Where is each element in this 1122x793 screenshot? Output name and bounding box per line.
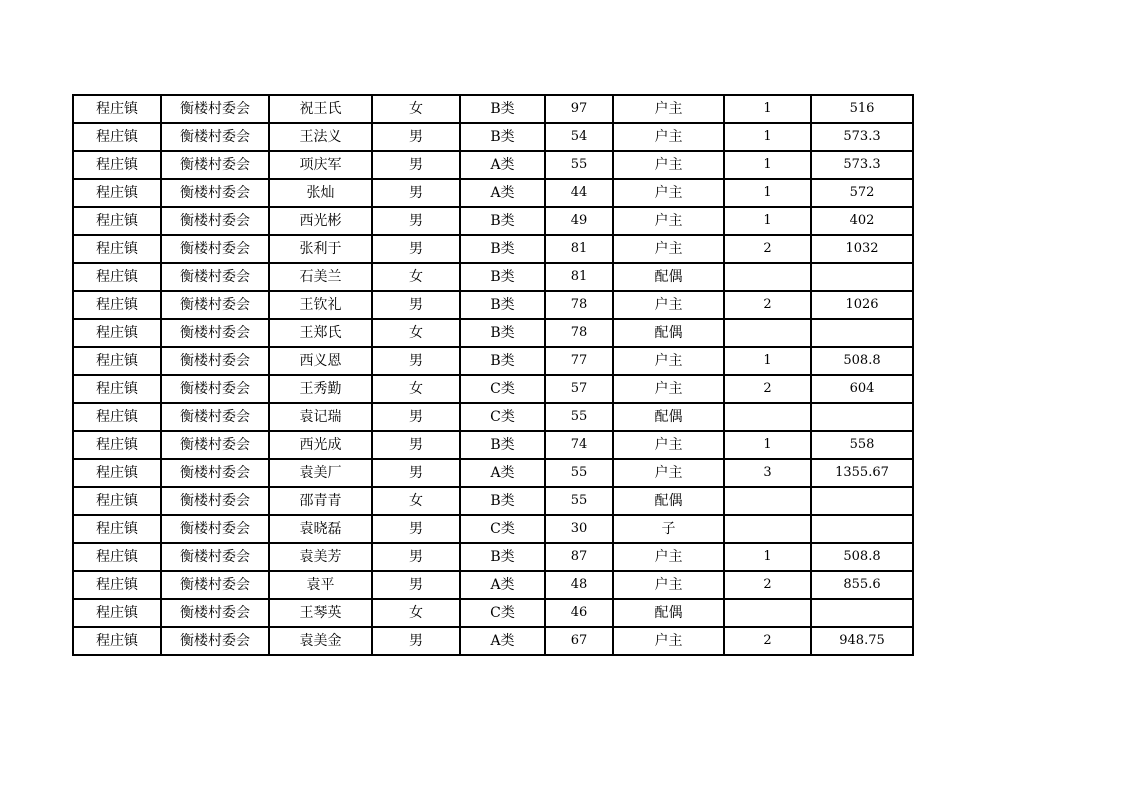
- name-cell: 项庆军: [269, 151, 372, 179]
- household-size-cell: 1: [724, 179, 811, 207]
- age-cell: 67: [545, 627, 613, 655]
- amount-cell: 573.3: [811, 151, 913, 179]
- name-cell: 袁平: [269, 571, 372, 599]
- town-cell: 程庄镇: [73, 347, 161, 375]
- gender-cell: 女: [372, 599, 460, 627]
- village-committee-cell: 衡楼村委会: [161, 347, 269, 375]
- gender-cell: 女: [372, 263, 460, 291]
- gender-cell: 女: [372, 375, 460, 403]
- amount-cell: 516: [811, 95, 913, 123]
- name-cell: 王琴英: [269, 599, 372, 627]
- village-committee-cell: 衡楼村委会: [161, 123, 269, 151]
- relation-cell: 户主: [613, 123, 724, 151]
- amount-cell: 1032: [811, 235, 913, 263]
- household-size-cell: 1: [724, 543, 811, 571]
- town-cell: 程庄镇: [73, 403, 161, 431]
- name-cell: 邵青青: [269, 487, 372, 515]
- roster-body: [73, 95, 913, 655]
- age-cell: 55: [545, 403, 613, 431]
- town-cell: 程庄镇: [73, 431, 161, 459]
- age-cell: 74: [545, 431, 613, 459]
- name-cell: 西光彬: [269, 207, 372, 235]
- age-cell: 55: [545, 487, 613, 515]
- relation-cell: 户主: [613, 235, 724, 263]
- amount-cell: 402: [811, 207, 913, 235]
- name-cell: 王法义: [269, 123, 372, 151]
- village-committee-cell: 衡楼村委会: [161, 375, 269, 403]
- amount-cell: 1355.67: [811, 459, 913, 487]
- village-committee-cell: 衡楼村委会: [161, 179, 269, 207]
- household-size-cell: 3: [724, 459, 811, 487]
- roster-table: [72, 94, 914, 656]
- gender-cell: 男: [372, 571, 460, 599]
- gender-cell: 男: [372, 235, 460, 263]
- gender-cell: 男: [372, 179, 460, 207]
- household-size-cell: 2: [724, 235, 811, 263]
- household-size-cell: [724, 319, 811, 347]
- table-row: [73, 487, 913, 515]
- gender-cell: 男: [372, 459, 460, 487]
- gender-cell: 男: [372, 403, 460, 431]
- household-size-cell: [724, 487, 811, 515]
- category-cell: B类: [460, 347, 545, 375]
- relation-cell: 户主: [613, 431, 724, 459]
- category-cell: B类: [460, 543, 545, 571]
- household-size-cell: 2: [724, 627, 811, 655]
- town-cell: 程庄镇: [73, 151, 161, 179]
- category-cell: A类: [460, 571, 545, 599]
- age-cell: 54: [545, 123, 613, 151]
- category-cell: B类: [460, 123, 545, 151]
- amount-cell: 573.3: [811, 123, 913, 151]
- town-cell: 程庄镇: [73, 207, 161, 235]
- name-cell: 张利于: [269, 235, 372, 263]
- relation-cell: 配偶: [613, 599, 724, 627]
- household-size-cell: [724, 403, 811, 431]
- gender-cell: 男: [372, 291, 460, 319]
- name-cell: 袁美厂: [269, 459, 372, 487]
- village-committee-cell: 衡楼村委会: [161, 95, 269, 123]
- table-row: [73, 375, 913, 403]
- village-committee-cell: 衡楼村委会: [161, 599, 269, 627]
- category-cell: C类: [460, 403, 545, 431]
- age-cell: 78: [545, 319, 613, 347]
- gender-cell: 男: [372, 431, 460, 459]
- table-row: [73, 347, 913, 375]
- village-committee-cell: 衡楼村委会: [161, 515, 269, 543]
- household-size-cell: 2: [724, 375, 811, 403]
- household-size-cell: [724, 515, 811, 543]
- gender-cell: 男: [372, 627, 460, 655]
- household-size-cell: 2: [724, 291, 811, 319]
- table-row: [73, 515, 913, 543]
- amount-cell: [811, 403, 913, 431]
- village-committee-cell: 衡楼村委会: [161, 263, 269, 291]
- gender-cell: 男: [372, 515, 460, 543]
- amount-cell: 948.75: [811, 627, 913, 655]
- table-row: [73, 151, 913, 179]
- category-cell: A类: [460, 459, 545, 487]
- age-cell: 55: [545, 459, 613, 487]
- relation-cell: 配偶: [613, 263, 724, 291]
- table-row: [73, 543, 913, 571]
- town-cell: 程庄镇: [73, 291, 161, 319]
- category-cell: B类: [460, 207, 545, 235]
- village-committee-cell: 衡楼村委会: [161, 487, 269, 515]
- amount-cell: [811, 599, 913, 627]
- category-cell: B类: [460, 487, 545, 515]
- household-size-cell: [724, 599, 811, 627]
- age-cell: 97: [545, 95, 613, 123]
- relation-cell: 户主: [613, 543, 724, 571]
- relation-cell: 户主: [613, 627, 724, 655]
- village-committee-cell: 衡楼村委会: [161, 571, 269, 599]
- name-cell: 祝王氏: [269, 95, 372, 123]
- village-committee-cell: 衡楼村委会: [161, 459, 269, 487]
- town-cell: 程庄镇: [73, 599, 161, 627]
- table-row: [73, 319, 913, 347]
- gender-cell: 男: [372, 347, 460, 375]
- table-row: [73, 291, 913, 319]
- table-row: [73, 235, 913, 263]
- category-cell: B类: [460, 291, 545, 319]
- category-cell: B类: [460, 263, 545, 291]
- village-committee-cell: 衡楼村委会: [161, 431, 269, 459]
- category-cell: C类: [460, 599, 545, 627]
- age-cell: 81: [545, 235, 613, 263]
- age-cell: 49: [545, 207, 613, 235]
- amount-cell: [811, 263, 913, 291]
- relation-cell: 户主: [613, 291, 724, 319]
- table-row: [73, 431, 913, 459]
- town-cell: 程庄镇: [73, 627, 161, 655]
- table-row: [73, 179, 913, 207]
- amount-cell: [811, 487, 913, 515]
- gender-cell: 男: [372, 123, 460, 151]
- gender-cell: 女: [372, 487, 460, 515]
- relation-cell: 户主: [613, 375, 724, 403]
- gender-cell: 女: [372, 95, 460, 123]
- amount-cell: [811, 515, 913, 543]
- relation-cell: 户主: [613, 571, 724, 599]
- age-cell: 81: [545, 263, 613, 291]
- town-cell: 程庄镇: [73, 543, 161, 571]
- category-cell: B类: [460, 431, 545, 459]
- relation-cell: 户主: [613, 347, 724, 375]
- household-size-cell: 2: [724, 571, 811, 599]
- relation-cell: 配偶: [613, 319, 724, 347]
- table-row: [73, 627, 913, 655]
- household-size-cell: 1: [724, 151, 811, 179]
- category-cell: A类: [460, 151, 545, 179]
- age-cell: 57: [545, 375, 613, 403]
- town-cell: 程庄镇: [73, 123, 161, 151]
- town-cell: 程庄镇: [73, 487, 161, 515]
- amount-cell: [811, 319, 913, 347]
- relation-cell: 配偶: [613, 403, 724, 431]
- village-committee-cell: 衡楼村委会: [161, 151, 269, 179]
- relation-cell: 子: [613, 515, 724, 543]
- name-cell: 袁记瑞: [269, 403, 372, 431]
- relation-cell: 户主: [613, 95, 724, 123]
- town-cell: 程庄镇: [73, 263, 161, 291]
- table-row: [73, 95, 913, 123]
- town-cell: 程庄镇: [73, 459, 161, 487]
- name-cell: 张灿: [269, 179, 372, 207]
- town-cell: 程庄镇: [73, 319, 161, 347]
- name-cell: 王钦礼: [269, 291, 372, 319]
- age-cell: 30: [545, 515, 613, 543]
- relation-cell: 配偶: [613, 487, 724, 515]
- amount-cell: 1026: [811, 291, 913, 319]
- name-cell: 袁美芳: [269, 543, 372, 571]
- relation-cell: 户主: [613, 179, 724, 207]
- category-cell: B类: [460, 235, 545, 263]
- name-cell: 西光成: [269, 431, 372, 459]
- age-cell: 77: [545, 347, 613, 375]
- category-cell: A类: [460, 179, 545, 207]
- town-cell: 程庄镇: [73, 375, 161, 403]
- gender-cell: 男: [372, 207, 460, 235]
- town-cell: 程庄镇: [73, 235, 161, 263]
- village-committee-cell: 衡楼村委会: [161, 543, 269, 571]
- age-cell: 44: [545, 179, 613, 207]
- name-cell: 王秀勤: [269, 375, 372, 403]
- age-cell: 87: [545, 543, 613, 571]
- household-size-cell: 1: [724, 95, 811, 123]
- category-cell: C类: [460, 515, 545, 543]
- amount-cell: 508.8: [811, 347, 913, 375]
- table-row: [73, 207, 913, 235]
- village-committee-cell: 衡楼村委会: [161, 319, 269, 347]
- age-cell: 55: [545, 151, 613, 179]
- age-cell: 78: [545, 291, 613, 319]
- table-row: [73, 571, 913, 599]
- household-size-cell: 1: [724, 207, 811, 235]
- amount-cell: 572: [811, 179, 913, 207]
- name-cell: 袁晓磊: [269, 515, 372, 543]
- village-committee-cell: 衡楼村委会: [161, 235, 269, 263]
- village-committee-cell: 衡楼村委会: [161, 403, 269, 431]
- category-cell: A类: [460, 627, 545, 655]
- gender-cell: 女: [372, 319, 460, 347]
- town-cell: 程庄镇: [73, 179, 161, 207]
- town-cell: 程庄镇: [73, 515, 161, 543]
- document-sheet: [72, 94, 914, 656]
- household-size-cell: 1: [724, 431, 811, 459]
- amount-cell: 604: [811, 375, 913, 403]
- gender-cell: 男: [372, 151, 460, 179]
- table-row: [73, 263, 913, 291]
- amount-cell: 558: [811, 431, 913, 459]
- household-size-cell: 1: [724, 347, 811, 375]
- village-committee-cell: 衡楼村委会: [161, 207, 269, 235]
- category-cell: C类: [460, 375, 545, 403]
- table-row: [73, 403, 913, 431]
- table-row: [73, 123, 913, 151]
- gender-cell: 男: [372, 543, 460, 571]
- age-cell: 46: [545, 599, 613, 627]
- category-cell: B类: [460, 319, 545, 347]
- town-cell: 程庄镇: [73, 571, 161, 599]
- amount-cell: 855.6: [811, 571, 913, 599]
- village-committee-cell: 衡楼村委会: [161, 291, 269, 319]
- name-cell: 石美兰: [269, 263, 372, 291]
- table-row: [73, 459, 913, 487]
- household-size-cell: 1: [724, 123, 811, 151]
- age-cell: 48: [545, 571, 613, 599]
- name-cell: 王郑氏: [269, 319, 372, 347]
- relation-cell: 户主: [613, 459, 724, 487]
- category-cell: B类: [460, 95, 545, 123]
- relation-cell: 户主: [613, 151, 724, 179]
- town-cell: 程庄镇: [73, 95, 161, 123]
- name-cell: 袁美金: [269, 627, 372, 655]
- name-cell: 西义恩: [269, 347, 372, 375]
- relation-cell: 户主: [613, 207, 724, 235]
- household-size-cell: [724, 263, 811, 291]
- amount-cell: 508.8: [811, 543, 913, 571]
- table-row: [73, 599, 913, 627]
- village-committee-cell: 衡楼村委会: [161, 627, 269, 655]
